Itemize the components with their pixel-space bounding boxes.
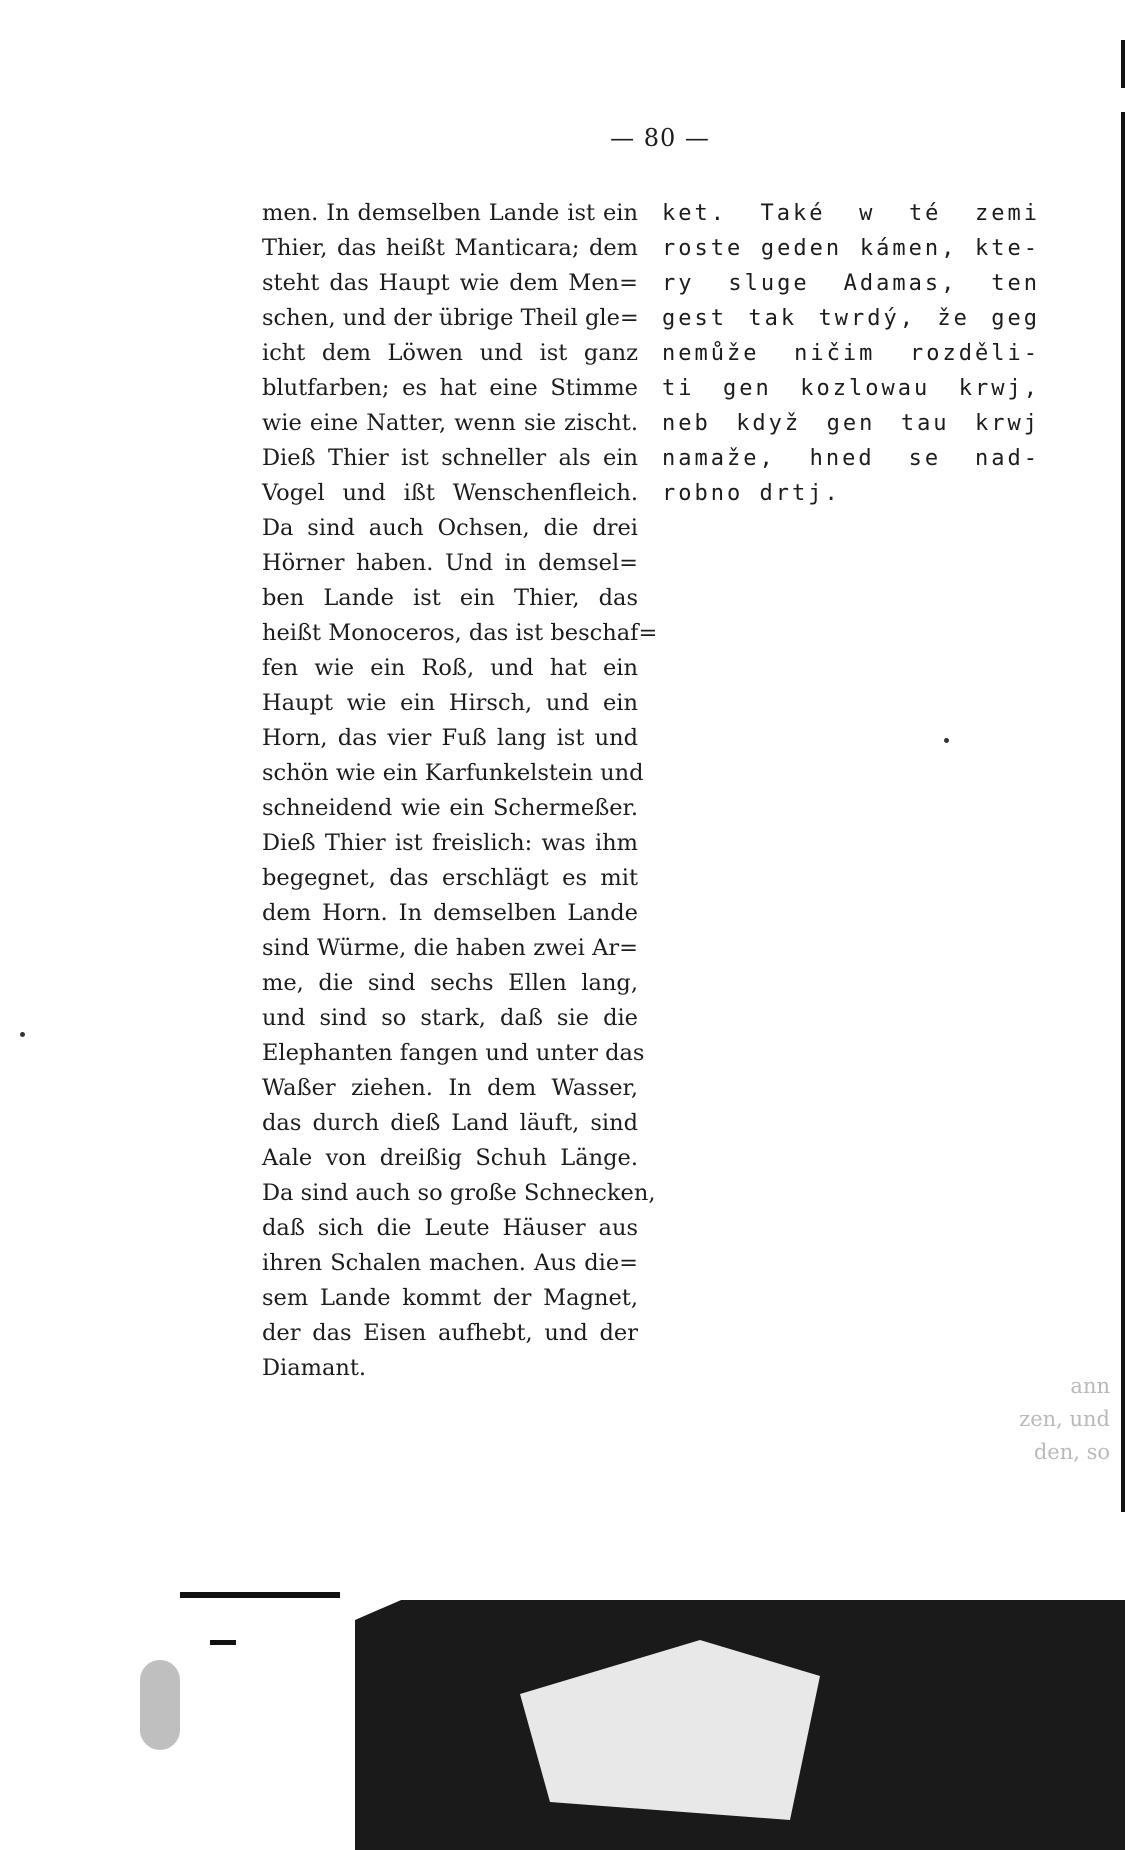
czech-text-line: ket. Také w té zemi xyxy=(662,201,1040,226)
german-column xyxy=(262,196,658,1386)
german-text-line: Da sind auch so große Schnecken, xyxy=(262,1180,656,1206)
german-text-line: heißt Monoceros, das ist beschaf= xyxy=(262,620,658,646)
czech-text-line: ti gen kozlowau krwj, xyxy=(662,376,1040,401)
bleed-line: zen, und xyxy=(1019,1407,1110,1431)
german-text-line: Dieß Thier ist schneller als ein xyxy=(262,445,638,471)
bleed-line: den, so xyxy=(1033,1440,1110,1464)
german-text-line: Hörner haben. Und in demsel= xyxy=(262,550,638,576)
german-text-line: men. In demselben Lande ist ein xyxy=(262,200,638,226)
german-text-line: steht das Haupt wie dem Men= xyxy=(262,270,638,296)
german-text-line: und sind so stark, daß sie die xyxy=(262,1005,638,1031)
german-text-line: fen wie ein Roß, und hat ein xyxy=(262,655,638,681)
czech-text-line: nemůže ničim rozděli- xyxy=(662,341,1040,366)
german-text-line: Thier, das heißt Manticara; dem xyxy=(262,235,638,261)
german-text-line: icht dem Löwen und ist ganz xyxy=(262,340,638,366)
german-text-line: me, die sind sechs Ellen lang, xyxy=(262,970,638,996)
german-text-line: wie eine Natter, wenn sie zischt. xyxy=(262,410,638,436)
german-text-line: sind Würme, die haben zwei Ar= xyxy=(262,935,638,961)
german-text-line: begegnet, das erschlägt es mit xyxy=(262,865,638,891)
scan-edge-line-right xyxy=(1121,112,1125,1512)
scan-smudge xyxy=(140,1660,180,1750)
german-text-line: Haupt wie ein Hirsch, und ein xyxy=(262,690,638,716)
scan-dash xyxy=(210,1640,236,1645)
german-text-line: blutfarben; es hat eine Stimme xyxy=(262,375,638,401)
czech-text-line: robno drtj. xyxy=(662,481,841,506)
german-text-line: dem Horn. In demselben Lande xyxy=(262,900,638,926)
german-text-line: Vogel und ißt Wenschenfleich. xyxy=(262,480,638,506)
german-text-line: Horn, das vier Fuß lang ist und xyxy=(262,725,638,751)
german-text-line: Diamant. xyxy=(262,1355,367,1381)
german-text-line: der das Eisen aufhebt, und der xyxy=(262,1320,638,1346)
german-text-line: Aale von dreißig Schuh Länge. xyxy=(262,1145,638,1171)
czech-column xyxy=(662,196,1040,511)
german-text-line: das durch dieß Land läuft, sind xyxy=(262,1110,638,1136)
scan-speck xyxy=(944,738,949,743)
german-text-line: daß sich die Leute Häuser aus xyxy=(262,1215,638,1241)
czech-text-line: roste geden kámen, kte- xyxy=(662,236,1040,261)
german-text-line: schen, und der übrige Theil gle= xyxy=(262,305,639,331)
german-text-line: schön wie ein Karfunkelstein und xyxy=(262,760,644,786)
czech-text-line: gest tak twrdý, že geg xyxy=(662,306,1040,331)
german-text-line: sem Lande kommt der Magnet, xyxy=(262,1285,638,1311)
german-text-line: Dieß Thier ist freislich: was ihm xyxy=(262,830,638,856)
german-text-line: schneidend wie ein Schermeßer. xyxy=(262,795,638,821)
german-text-line: Waßer ziehen. In dem Wasser, xyxy=(262,1075,638,1101)
bleed-line: ann xyxy=(1070,1374,1110,1398)
scan-edge-mark-top xyxy=(1121,40,1125,88)
bleed-through-text xyxy=(1010,1370,1110,1469)
german-text-line: ben Lande ist ein Thier, das xyxy=(262,585,638,611)
scan-dash xyxy=(180,1592,340,1598)
czech-text-line: neb když gen tau krwj xyxy=(662,411,1040,436)
czech-text-line: ry sluge Adamas, ten xyxy=(662,271,1040,296)
german-text-line: Elephanten fangen und unter das xyxy=(262,1040,645,1066)
scan-speck xyxy=(20,1032,25,1037)
czech-text-line: namaže, hned se nad- xyxy=(662,446,1040,471)
page-number: — 80 — xyxy=(610,124,710,152)
german-text-line: ihren Schalen machen. Aus die= xyxy=(262,1250,638,1276)
german-text-line: Da sind auch Ochsen, die drei xyxy=(262,515,638,541)
